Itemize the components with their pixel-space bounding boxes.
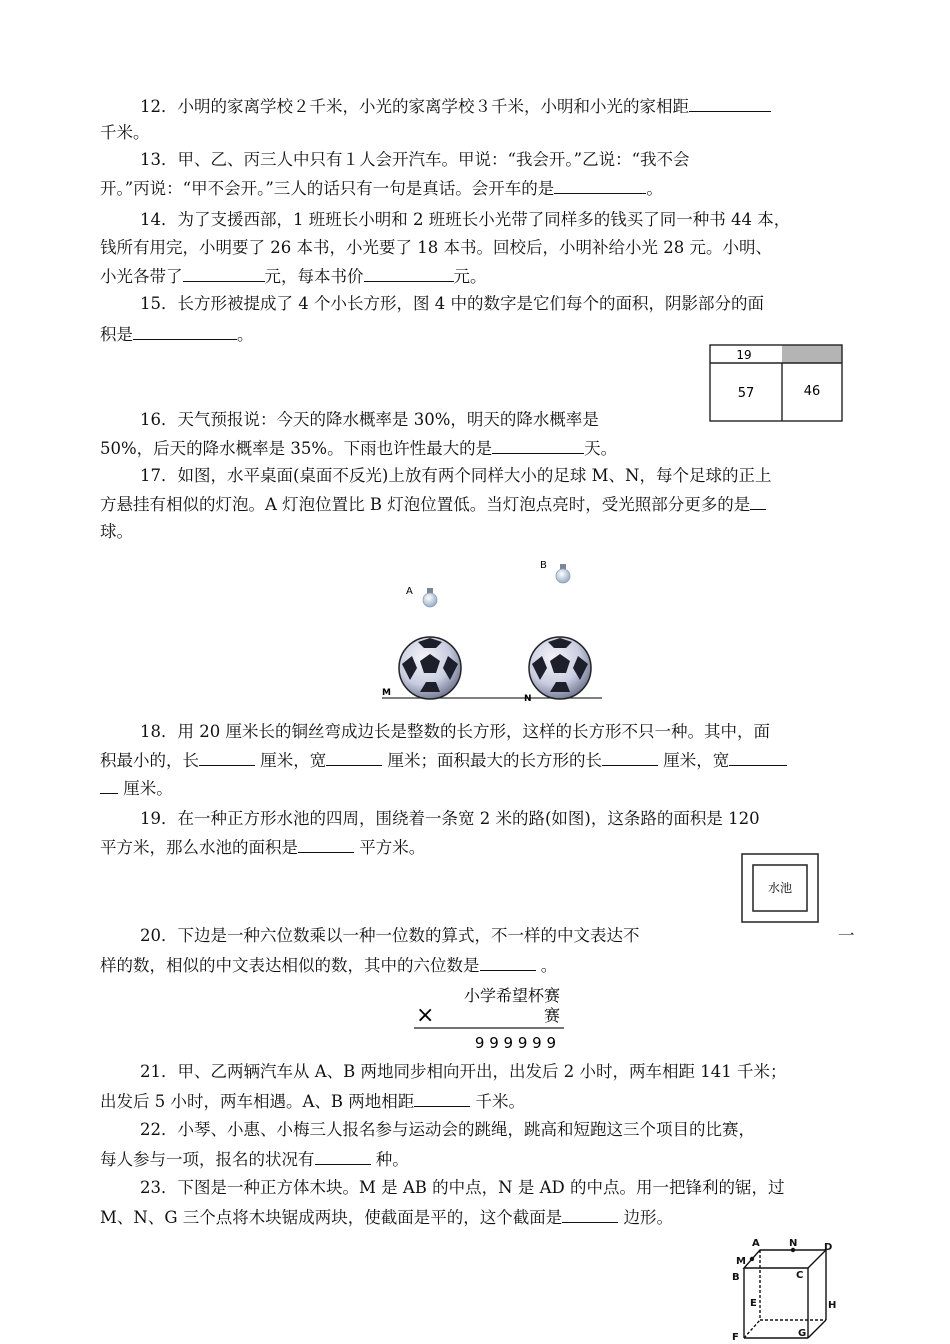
q19-line2: 平方米，那么水池的面积是 平方米。 (100, 838, 426, 857)
cube-top-face (744, 1250, 826, 1268)
q13-line1: 13．甲、乙、丙三人中只有１人会开汽车。甲说：“我会开。”乙说：“我不会 (140, 150, 690, 169)
product-text: 9 9 9 9 9 9 (474, 1034, 556, 1052)
answer-blank[interactable] (298, 837, 354, 853)
q17-line3: 球。 (100, 522, 133, 541)
q21-line2: 出发后 5 小时，两车相遇。A、B 两地相距 千米。 (100, 1092, 526, 1111)
vertex-a-label: A (752, 1238, 760, 1249)
football-lamp-figure (380, 552, 606, 704)
point-m (750, 1257, 754, 1261)
q15-line2: 积是 。 (100, 325, 254, 344)
multiplicand-text: 小学希望杯赛 (463, 986, 560, 1005)
q23-line1: 23．下图是一种正方体木块。M 是 AB 的中点，N 是 AD 的中点。用一把锋利的锯，过 (140, 1178, 785, 1197)
shaded-region (782, 345, 842, 363)
area-label-br: 46 (803, 384, 821, 399)
football-n-icon (529, 637, 591, 699)
q13-line2: 开。”丙说：“甲不会开。”三人的话只有一句是真话。会开车的是 。 (100, 179, 663, 198)
answer-blank[interactable] (729, 750, 787, 766)
vertex-e-label: E (750, 1298, 757, 1309)
q17-line1: 17．如图，水平桌面(桌面不反光)上放有两个同样大小的足球 M、N，每个足球的正上 (140, 466, 772, 485)
ball-n-label: N (524, 694, 532, 704)
q21-line1: 21．甲、乙两辆汽车从 A、B 两地同步相向开出，出发后 2 小时，两车相距 141 千米； (140, 1062, 787, 1081)
q14-line2: 钱所有用完，小明要了 26 本书，小光要了 18 本书。回校后，小明补给小光 28 元。小明、 (100, 238, 772, 257)
lamp-a-label: A (406, 586, 413, 597)
q18-line3: 厘米。 (100, 778, 173, 799)
answer-blank[interactable] (602, 750, 658, 766)
answer-blank[interactable] (689, 96, 771, 112)
area-label-tl: 19 (736, 348, 752, 362)
q23-line2: M、N、G 三个点将木块锯成两块，使截面是平的，这个截面是 边形。 (100, 1208, 674, 1227)
vertex-f-label: F (732, 1332, 739, 1342)
q19-line1: 19．在一种正方形水池的四周，围绕着一条宽 2 米的路(如图)，这条路的面积是 120 (140, 809, 760, 828)
q16-line1: 16．天气预报说：今天的降水概率是 30%，明天的降水概率是 (140, 410, 599, 429)
q12-line1: 12．小明的家离学校２千米，小光的家离学校３千米，小明和小光的家相距 (140, 96, 771, 117)
vertex-h-label: H (828, 1300, 837, 1311)
pool-figure (740, 852, 822, 926)
cube-figure (728, 1234, 840, 1342)
vertex-c-label: C (796, 1270, 804, 1281)
pool-label: 水池 (767, 881, 793, 895)
answer-blank[interactable] (562, 1207, 618, 1223)
answer-blank[interactable] (750, 494, 766, 510)
vertex-n-label: N (789, 1238, 798, 1249)
area-label-bl: 57 (737, 386, 755, 401)
q22-line1: 22．小琴、小惠、小梅三人报名参与运动会的跳绳，跳高和短跑这三个项目的比赛， (140, 1120, 755, 1139)
lamp-b-bulb-icon (556, 564, 570, 583)
q20-line2: 样的数，相似的中文表达相似的数，其中的六位数是 。 (100, 956, 558, 975)
answer-blank[interactable] (480, 955, 536, 971)
answer-blank[interactable] (133, 324, 237, 340)
q18-line2: 积最小的，长 厘米，宽 厘米；面积最大的长方形的长 厘米，宽 (100, 750, 787, 771)
q18-line1: 18．用 20 厘米长的铜丝弯成边长是整数的长方形，这样的长方形不只一种。其中，面 (140, 722, 770, 741)
vertex-b-label: B (732, 1272, 740, 1283)
q20-line1: 20．下边是一种六位数乘以一种一位数的算式，不一样的中文表达不 (140, 926, 640, 945)
vertex-d-label: D (824, 1242, 833, 1253)
answer-blank[interactable] (183, 266, 265, 282)
q14-line1: 14．为了支援西部，1 班班长小明和 2 班班长小光带了同样多的钱买了同一种书 44 本， (140, 210, 791, 229)
q14-line3: 小光各带了 元，每本书价 元。 (100, 267, 487, 286)
q17-line2: 方悬挂有相似的灯泡。A 灯泡位置比 B 灯泡位置低。当灯泡点亮时，受光照部分更多的是 (100, 494, 766, 515)
lamp-a-bulb-icon (423, 588, 437, 607)
football-m-icon (399, 637, 461, 699)
ball-m-label: M (382, 688, 391, 698)
answer-blank[interactable] (414, 1091, 470, 1107)
answer-blank[interactable] (364, 266, 454, 282)
answer-blank[interactable] (326, 750, 382, 766)
answer-blank[interactable] (554, 178, 646, 194)
answer-blank[interactable] (199, 750, 255, 766)
multiplier-text: 赛 (543, 1006, 560, 1025)
answer-blank[interactable] (492, 438, 584, 454)
vertex-g-label: G (798, 1328, 807, 1339)
q15-line1: 15．长方形被提成了 4 个小长方形，图 4 中的数字是它们每个的面积，阴影部分的面 (140, 294, 764, 313)
vertex-m-label: M (736, 1256, 746, 1267)
multiplication-figure (410, 982, 570, 1052)
lamp-b-label: B (540, 560, 547, 571)
q16-line2: 50%，后天的降水概率是 35%。下雨也许性最大的是 天。 (100, 439, 618, 458)
q20-line1-tail: 一 (838, 926, 855, 945)
times-sign: × (416, 1003, 435, 1028)
q22-line2: 每人参与一项，报名的状况有 种。 (100, 1150, 409, 1169)
answer-blank[interactable] (100, 778, 118, 794)
q12-line2: 千米。 (100, 123, 150, 142)
answer-blank[interactable] (315, 1149, 371, 1165)
rectangle-areas-figure (708, 343, 846, 425)
